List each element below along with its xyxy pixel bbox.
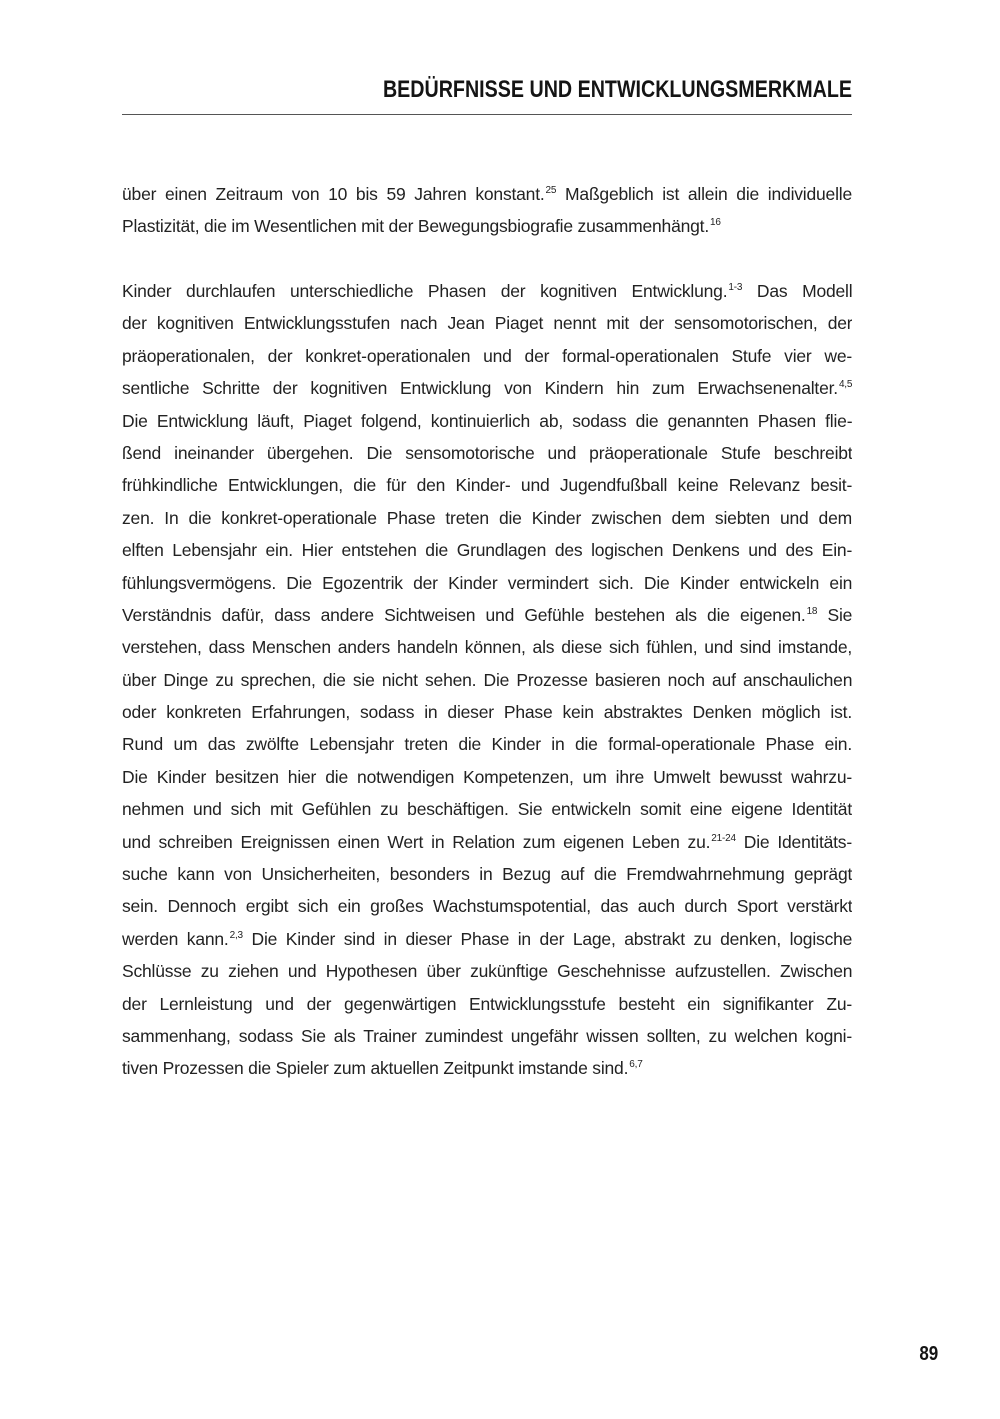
line-text: ßend ineinander übergehen. Die sensomotorische und präoperationale Stufe beschreibt: [122, 442, 852, 463]
line-text-continued: Maßgeblich ist allein die individuelle: [556, 184, 852, 204]
text-line: [122, 437, 852, 469]
line-text-continued: Sie: [817, 604, 852, 625]
line-text-continued: Die Kinder sind in dieser Phase in der Lage, abstrakt zu denken, logische: [242, 928, 852, 949]
line-text: verstehen, dass Menschen anders handeln können, als diese sich fühlen, und sind imstande,: [122, 637, 852, 658]
text-line: [122, 664, 852, 696]
text-line: [122, 469, 852, 501]
line-text-continued: Die Identitäts-: [735, 831, 852, 852]
text-line: [122, 567, 852, 599]
text-line: [122, 858, 852, 890]
paragraph-2: [122, 275, 852, 1085]
line-text: Die Entwicklung läuft, Piaget folgend, kontinuierlich ab, sodass die genannten Phasen flie-: [122, 410, 852, 431]
text-line: [122, 826, 852, 858]
line-text: der kognitiven Entwicklungsstufen nach Jean Piaget nennt mit der sensomotorischen, der: [122, 313, 852, 334]
text-line: [122, 923, 852, 955]
line-text: über einen Zeitraum von 10 bis 59 Jahren konstant.: [122, 184, 545, 204]
line-text: Plastizität, die im Wesentlichen mit der Bewegungsbiografie zusammenhängt.: [122, 216, 709, 237]
line-text: und schreiben Ereignissen einen Wert in Relation zum eigenen Leben zu.: [122, 831, 711, 852]
line-text: Kinder durchlaufen unterschiedliche Phasen der kognitiven Entwicklung.: [122, 281, 728, 301]
line-text: tiven Prozessen die Spieler zum aktuellen Zeitpunkt imstande sind.: [122, 1058, 629, 1079]
line-text: zen. In die konkret-operationale Phase treten die Kinder zwischen dem siebten und dem: [122, 507, 852, 528]
text-line: [122, 210, 852, 242]
line-text: Schlüsse zu ziehen und Hypothesen über zukünftige Geschehnisse aufzustellen. Zwischen: [122, 961, 852, 982]
text-line: [122, 988, 852, 1020]
line-text: frühkindliche Entwicklungen, die für den Kinder- und Jugendfußball keine Relevanz besit-: [122, 475, 852, 496]
text-line: [122, 372, 852, 404]
line-text: suche kann von Unsicherheiten, besonders in Bezug auf die Fremdwahrnehmung geprägt: [122, 864, 852, 885]
text-line: [122, 502, 852, 534]
paragraph-1: [122, 178, 852, 243]
line-text: sentliche Schritte der kognitiven Entwicklung von Kindern hin zum Erwachsenenalter.: [122, 378, 838, 399]
citation-superscript: 1-3: [728, 282, 743, 293]
citation-superscript: 18: [806, 605, 818, 617]
text-line: [122, 696, 852, 728]
line-text: Verständnis dafür, dass andere Sichtweisen und Gefühle bestehen als die eigenen.: [122, 604, 806, 625]
text-line: [122, 307, 852, 339]
running-header: [122, 70, 852, 115]
line-text: oder konkreten Erfahrungen, sodass in dieser Phase kein abstraktes Denken möglich ist.: [122, 702, 852, 723]
text-line: [122, 1020, 852, 1052]
chapter-title: BEDÜRFNISSE UND ENTWICKLUNGSMERKMALE: [382, 76, 852, 103]
line-text: Die Kinder besitzen hier die notwendigen Kompetenzen, um ihre Umwelt bewusst wahrzu-: [122, 766, 852, 787]
citation-superscript: 16: [710, 217, 721, 229]
line-text: präoperationalen, der konkret-operationalen und der formal-operationalen Stufe vier we-: [122, 345, 852, 366]
text-line: [122, 340, 852, 372]
text-line: [122, 955, 852, 987]
citation-superscript: 25: [545, 185, 557, 196]
text-line: [122, 534, 852, 566]
text-line: [122, 178, 852, 210]
line-text-continued: Das Modell: [742, 281, 852, 301]
text-line: [122, 793, 852, 825]
line-text: sammenhang, sodass Sie als Trainer zumindest ungefähr wissen sollten, zu welchen kogni-: [122, 1025, 852, 1046]
line-text: über Dinge zu sprechen, die sie nicht sehen. Die Prozesse basieren noch auf anschaulichen: [122, 669, 852, 690]
text-line: [122, 599, 852, 631]
citation-superscript: 6,7: [629, 1059, 643, 1071]
line-text: nehmen und sich mit Gefühlen zu beschäftigen. Sie entwickeln somit eine eigene Identität: [122, 799, 852, 820]
line-text: Rund um das zwölfte Lebensjahr treten die Kinder in die formal-operationale Phase ein.: [122, 734, 852, 755]
line-text: der Lernleistung und der gegenwärtigen Entwicklungsstufe besteht ein signifikanter Zu-: [122, 993, 852, 1014]
text-line: [122, 890, 852, 922]
citation-superscript: 21-24: [711, 832, 736, 844]
citation-superscript: 2,3: [229, 929, 243, 941]
text-line: [122, 728, 852, 760]
text-line: [122, 275, 852, 307]
text-line: [122, 1052, 852, 1084]
line-text: elften Lebensjahr ein. Hier entstehen die Grundlagen des logischen Denkens und des Ein-: [122, 540, 852, 561]
line-text: sein. Dennoch ergibt sich ein großes Wachstumspotential, das auch durch Sport verstärkt: [122, 896, 852, 917]
text-line: [122, 631, 852, 663]
line-text: werden kann.: [122, 928, 229, 949]
text-line: [122, 761, 852, 793]
citation-superscript: 4,5: [838, 379, 852, 391]
text-line: [122, 405, 852, 437]
page-number: 89: [919, 1343, 938, 1365]
line-text: fühlungsvermögens. Die Egozentrik der Kinder vermindert sich. Die Kinder entwickeln ein: [122, 572, 852, 593]
